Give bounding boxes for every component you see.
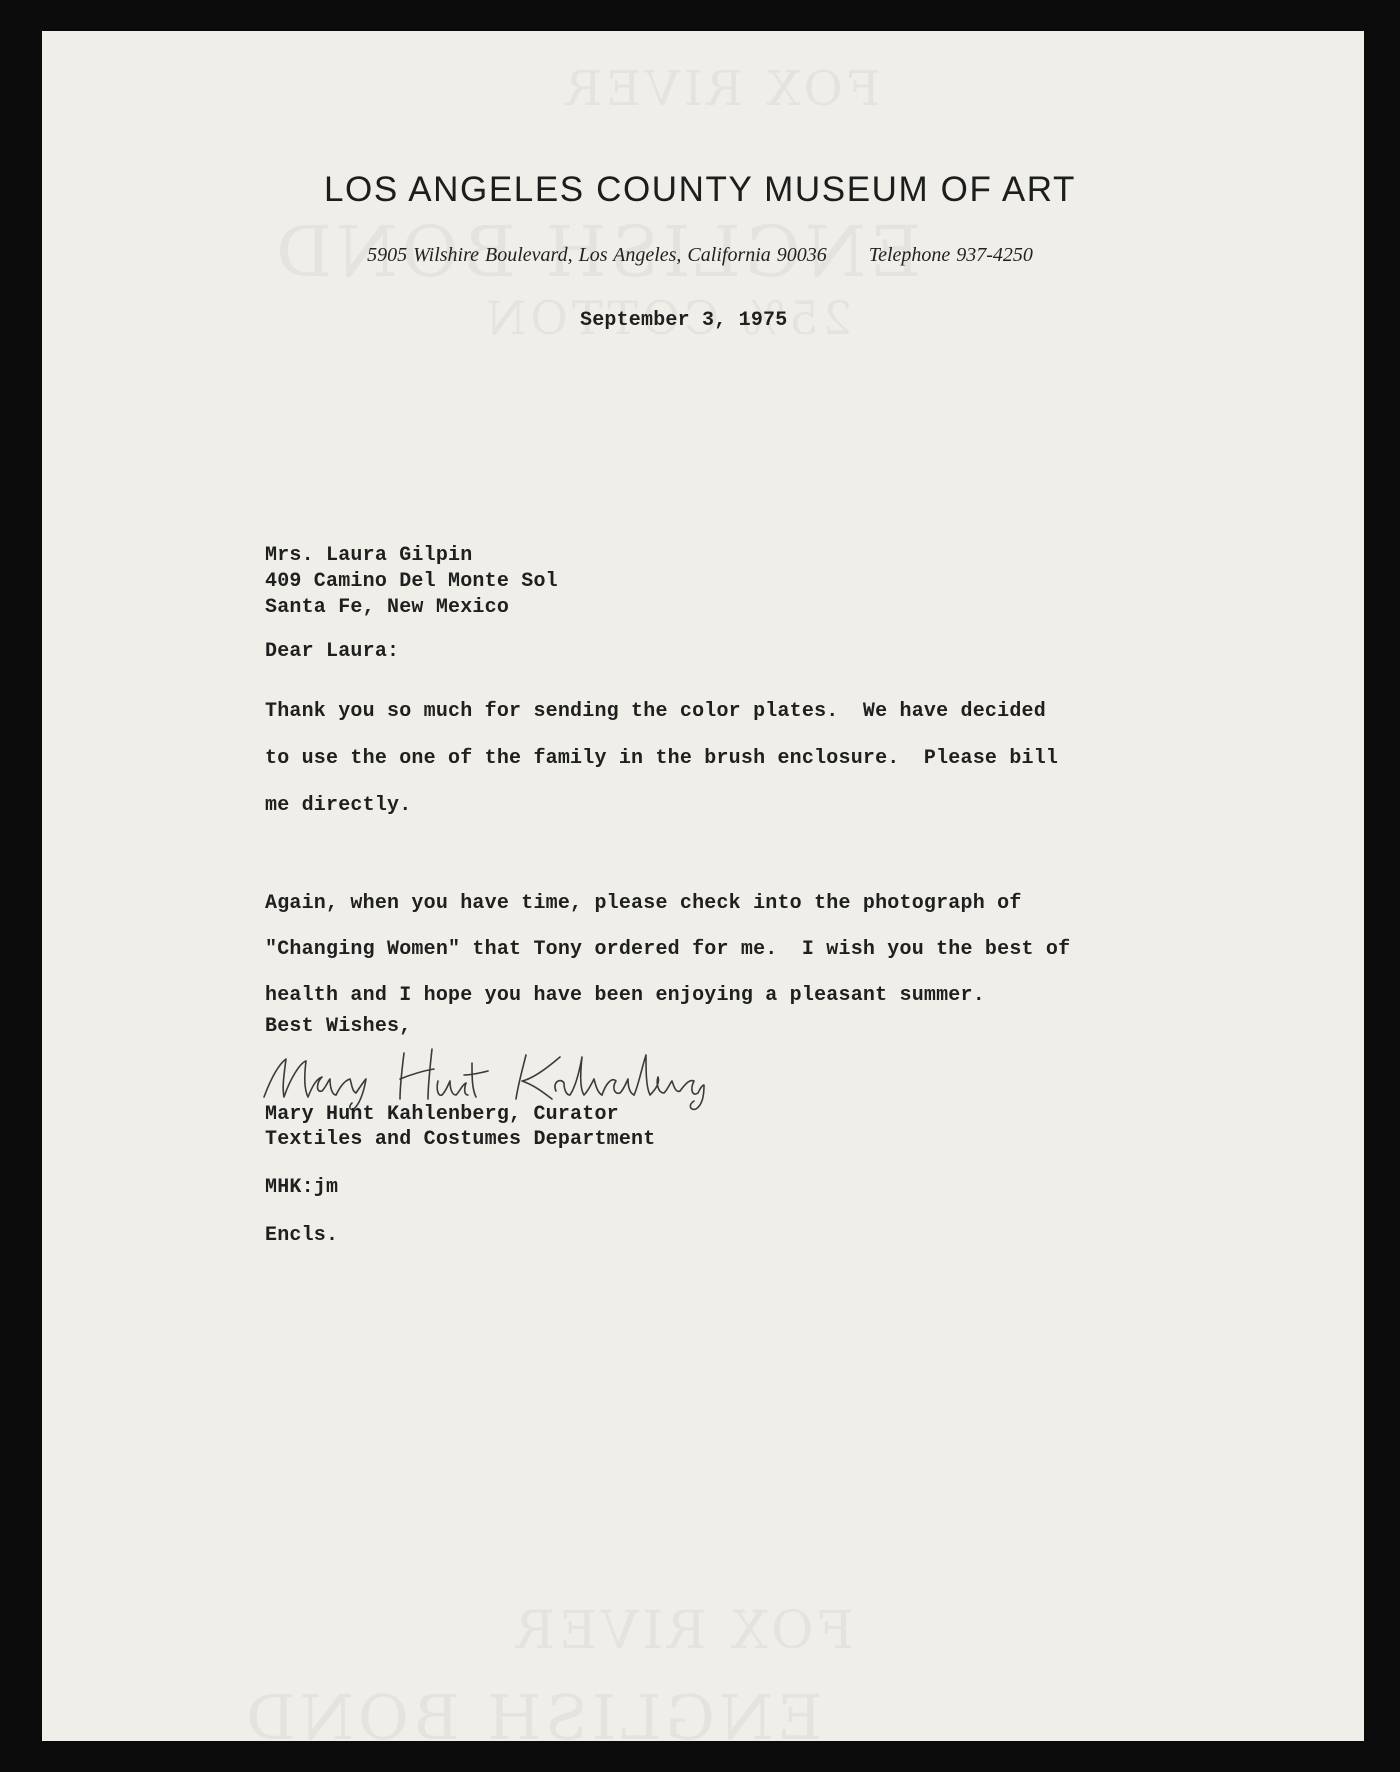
signer-name-title: Mary Hunt Kahlenberg, Curator — [265, 1103, 619, 1126]
letter-date: September 3, 1975 — [580, 309, 788, 332]
enclosures-note: Encls. — [265, 1224, 339, 1247]
recipient-city: Santa Fe, New Mexico — [265, 596, 510, 619]
signer-department: Textiles and Costumes Department — [265, 1128, 656, 1151]
signature-block — [265, 1102, 655, 1152]
letter-page — [42, 31, 1364, 1741]
letterhead-address-line — [260, 244, 1140, 267]
watermark-bottom-bond — [242, 1681, 822, 1754]
closing: Best Wishes, — [265, 1015, 412, 1038]
watermark-bottom-brand — [512, 1601, 854, 1661]
letterhead-title: LOS ANGELES COUNTY MUSEUM OF ART — [323, 170, 1076, 209]
letterhead-telephone: Telephone 937-4250 — [868, 244, 1033, 266]
salutation: Dear Laura: — [265, 640, 400, 663]
recipient-address — [265, 543, 558, 621]
handwritten-signature — [260, 1041, 780, 1111]
recipient-street: 409 Camino Del Monte Sol — [265, 570, 558, 593]
recipient-name: Mrs. Laura Gilpin — [265, 544, 473, 567]
body-paragraph-1: Thank you so much for sending the color plates. We have decided to use the one of the family in the brush enclosure. Please bill me directly. — [265, 700, 1059, 817]
body-paragraph-2: Again, when you have time, please check into the photograph of "Changing Women" that Tony ordered for me. I wish you the best of health and I hope you have been enjoying a pleasant summer. — [265, 892, 1071, 1007]
reference-initials: MHK:jm — [265, 1176, 339, 1199]
watermark-top-brand — [562, 61, 880, 117]
letterhead-address: 5905 Wilshire Boulevard, Los Angeles, California 90036 — [367, 244, 827, 266]
